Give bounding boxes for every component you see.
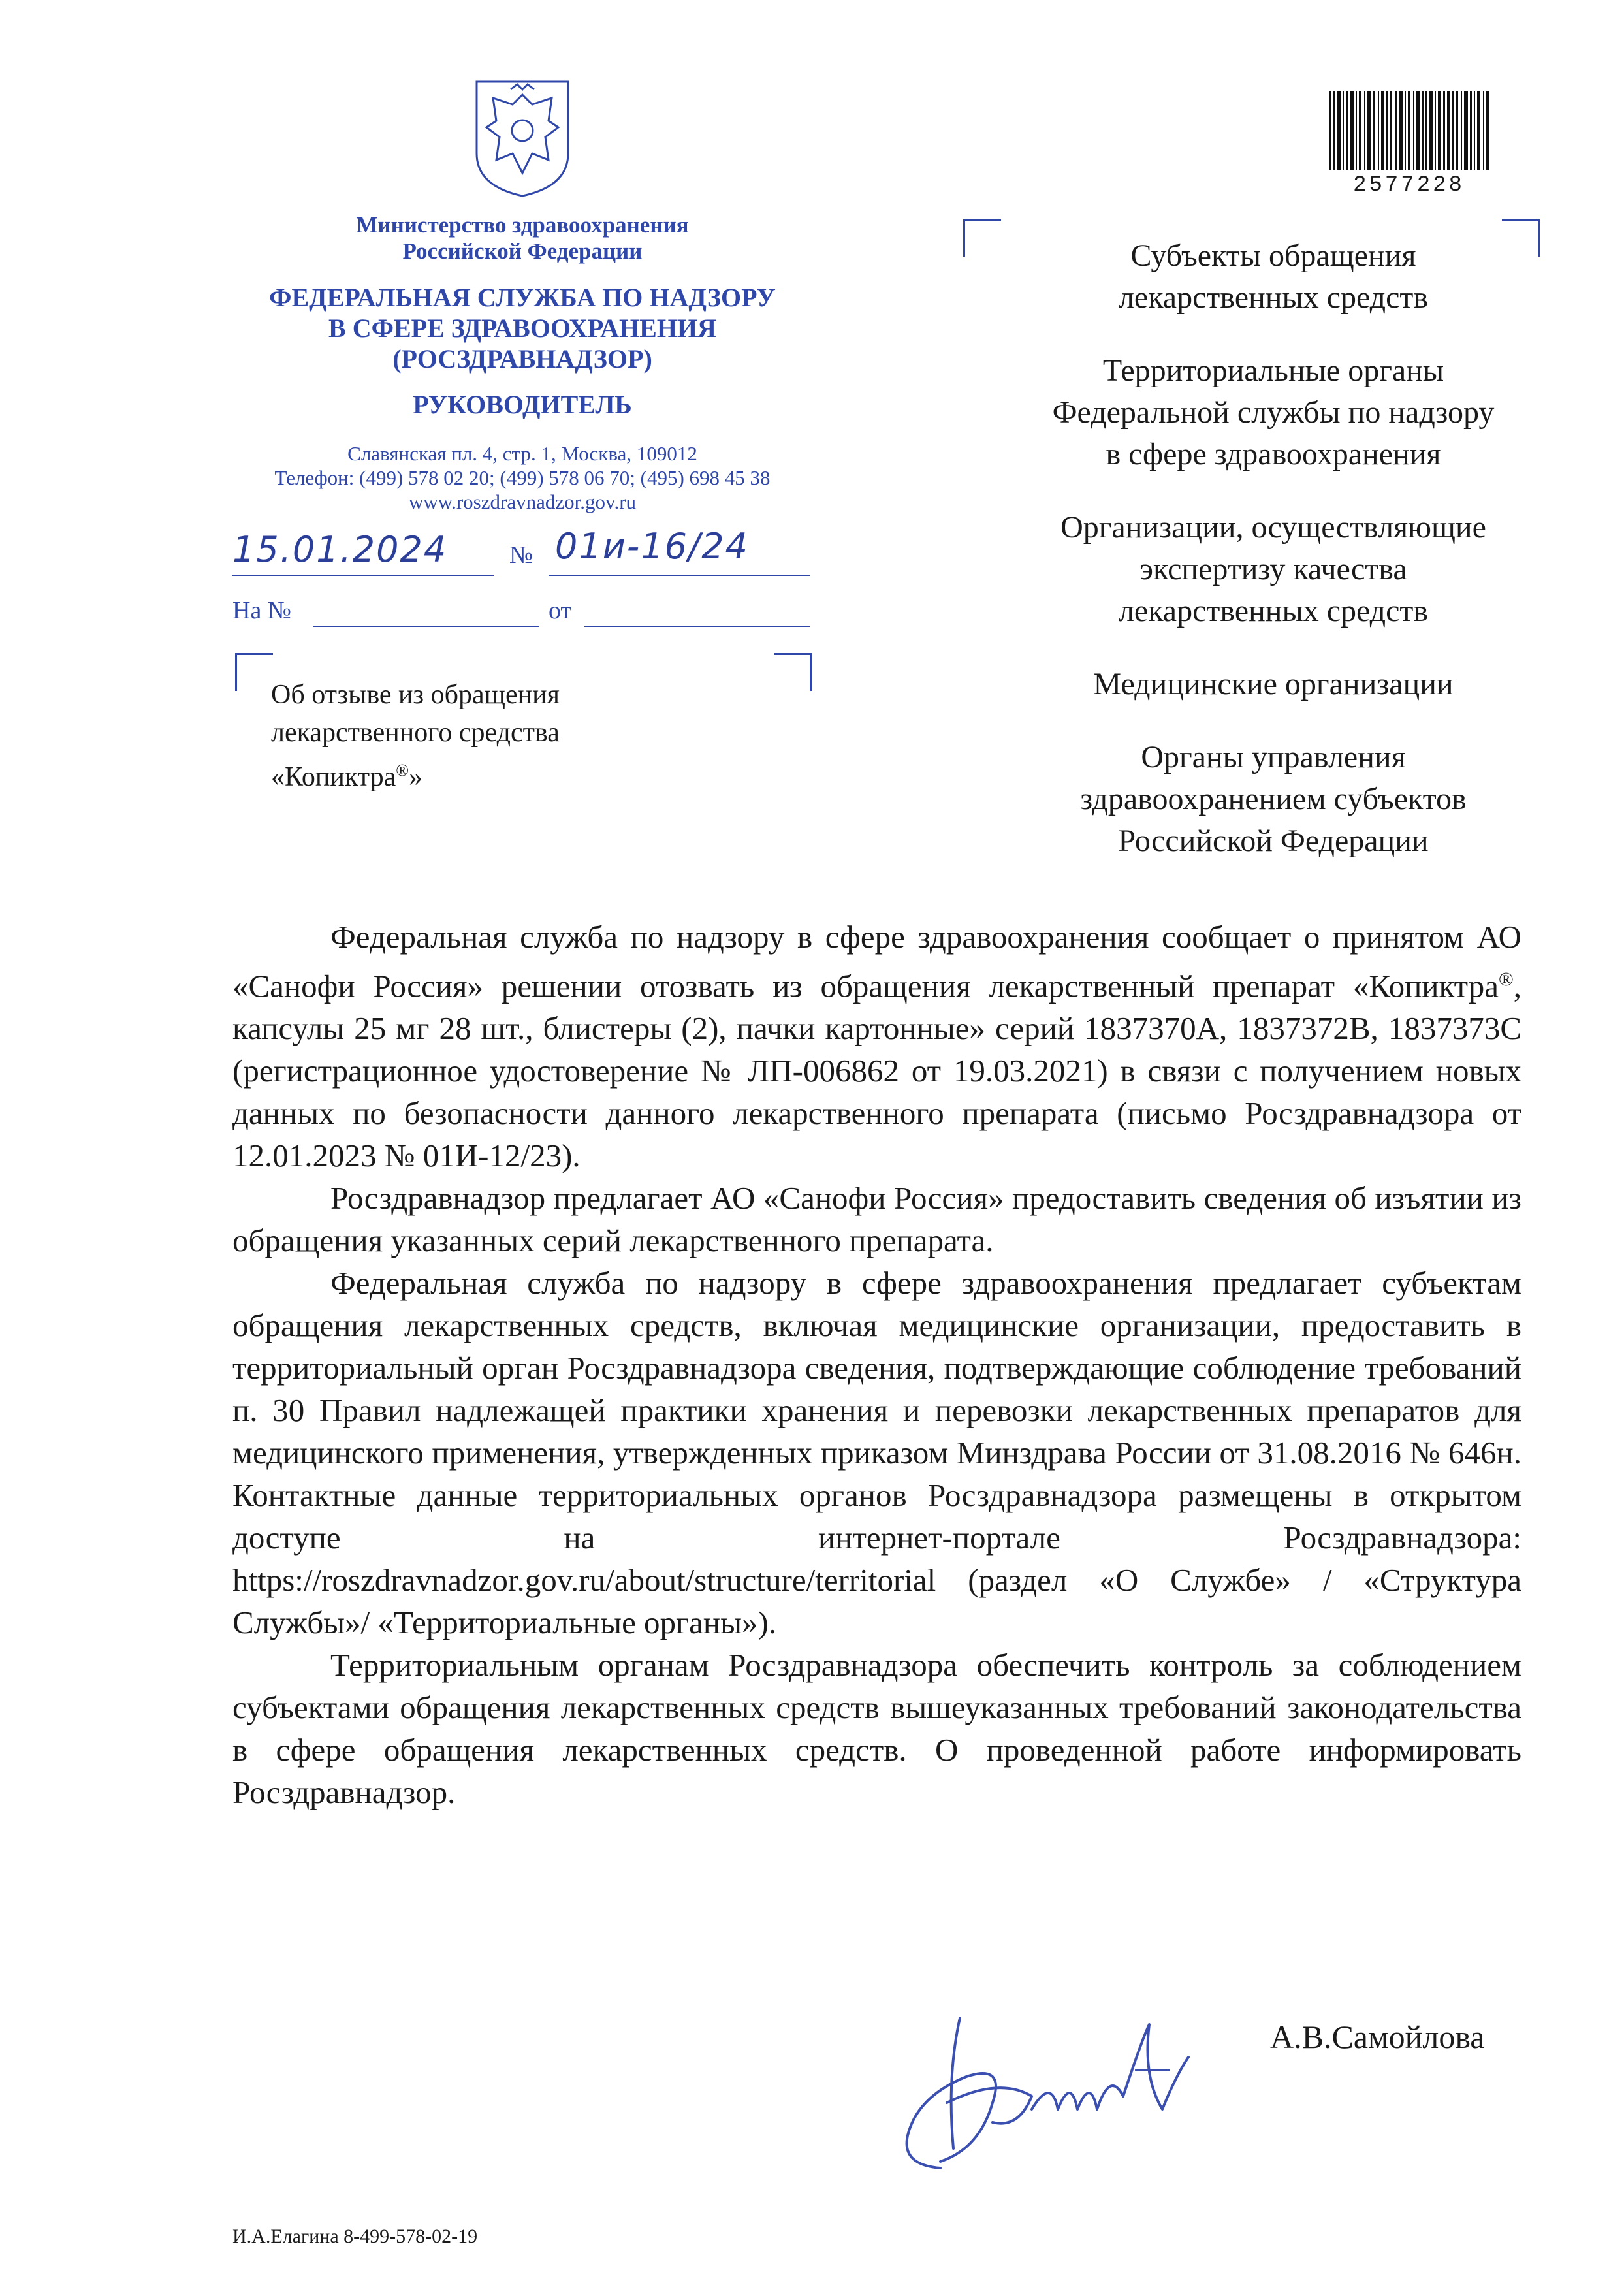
barcode-icon xyxy=(1329,91,1489,176)
executor-contact: И.А.Елагина 8-499-578-02-19 xyxy=(232,2226,478,2247)
letter-body xyxy=(232,916,1521,1813)
signer-name: А.В.Самойлова xyxy=(1270,2019,1485,2055)
head-title: РУКОВОДИТЕЛЬ xyxy=(413,390,632,419)
reply-date-line xyxy=(584,626,810,627)
number-underline xyxy=(549,575,810,576)
service-name xyxy=(196,282,849,374)
paragraph-4: Территориальным органам Росздравнадзора обеспечить контроль за соблюдением субъектами обращения лекарственных средств вышеуказанных требований законодательства в сфере обращения лекарственных средств. О проведенной работе информировать Росздравнадзор. xyxy=(232,1647,1521,1811)
subject-line-2: лекарственного средства xyxy=(271,718,560,748)
paragraph-2: Росздравнадзор предлагает АО «Санофи Россия» предоставить сведения об изъятии из обращения указанных серий лекарственного препарата. xyxy=(232,1180,1521,1259)
registered-mark: ® xyxy=(1498,968,1514,990)
recipient-line: Органы управления xyxy=(1141,740,1406,774)
recipient-line: в сфере здравоохранения xyxy=(1106,437,1441,471)
recipient-line: Субъекты обращения xyxy=(1130,238,1416,273)
recipient-line: Российской Федерации xyxy=(1118,823,1429,858)
paragraph-1 xyxy=(232,916,1521,1177)
service-line-3: (РОСЗДРАВНАДЗОР) xyxy=(392,344,652,374)
recipient-line: Медицинские организации xyxy=(1093,667,1454,701)
service-line-2: В СФЕРЕ ЗДРАВООХРАНЕНИЯ xyxy=(328,313,716,343)
coat-of-arms-icon xyxy=(470,75,575,199)
website: www.roszdravnadzor.gov.ru xyxy=(408,490,637,513)
recipient-group xyxy=(960,737,1587,862)
paragraph-3: Федеральная служба по надзору в сфере здравоохранения предлагает субъектам обращения лекарственных средств, включая медицинские организации, предоставить в территориальный орган Росздравнадзора сведения, подтверждающие соблюдение требований п. 30 Правил надлежащей практики хранения и перевозки лекарственных препаратов для медицинского применения, утвержденных приказом Минздрава России от 31.08.2016 № 646н. Контактные данные территориальных органов Росздравнадзора размещены в открытом доступе на интернет-портале Росздравнадзора: https://roszdravnadzor.gov.ru/about/structure/territorial (раздел «О Службе» / «Структура Службы»/ «Территориальные органы»). xyxy=(232,1265,1521,1641)
ministry-line-2: Российской Федерации xyxy=(402,238,643,264)
registration-number: 01и-16/24 xyxy=(555,526,749,567)
recipient-line: экспертизу качества xyxy=(1139,552,1407,586)
recipients-block xyxy=(960,235,1587,893)
reply-label: На № xyxy=(232,597,292,624)
recipient-group xyxy=(960,350,1587,475)
recipient-line: лекарственных средств xyxy=(1118,280,1429,315)
ministry-name xyxy=(222,212,823,264)
registration-date: 15.01.2024 xyxy=(232,529,448,570)
subject-line-1: Об отзыве из обращения xyxy=(271,680,560,710)
reply-number-line xyxy=(313,626,539,627)
subject-quote: » xyxy=(409,762,423,792)
handwritten-signature xyxy=(862,1998,1228,2181)
date-underline xyxy=(232,575,494,576)
recipient-line: Территориальные органы xyxy=(1102,353,1444,388)
registered-mark: ® xyxy=(396,761,409,780)
phone: Телефон: (499) 578 02 20; (499) 578 06 70; (495) 698 45 38 xyxy=(274,466,771,489)
recipient-group xyxy=(960,663,1587,705)
barcode-number: 2577228 xyxy=(1353,173,1465,198)
address: Славянская пл. 4, стр. 1, Москва, 109012 xyxy=(347,442,697,465)
paragraph-1-part-a: Федеральная служба по надзору в сфере здравоохранения сообщает о принятом АО «Санофи Россия» решении отозвать из обращения лекарственный препарат «Копиктра xyxy=(232,919,1521,1004)
subject-drug: «Копиктра xyxy=(271,762,396,792)
recipient-line: Организации, осуществляющие xyxy=(1060,510,1486,545)
subject-corner-left xyxy=(235,653,273,691)
from-label: от xyxy=(549,597,572,624)
number-label: № xyxy=(509,541,533,569)
recipient-line: Федеральной службы по надзору xyxy=(1052,395,1495,430)
recipient-line: здравоохранением субъектов xyxy=(1080,782,1467,816)
subject-line-3 xyxy=(271,752,806,796)
service-line-1: ФЕДЕРАЛЬНАЯ СЛУЖБА ПО НАДЗОРУ xyxy=(269,283,776,312)
contact-block xyxy=(196,441,849,514)
recipient-line: лекарственных средств xyxy=(1118,594,1429,628)
ministry-line-1: Министерство здравоохранения xyxy=(356,212,689,238)
recipient-group xyxy=(960,507,1587,632)
subject xyxy=(271,676,806,796)
paragraph-1-part-b: , капсулы 25 мг 28 шт., блистеры (2), пачки картонные» серий 1837370А, 1837372В, 1837373С (регистрационное удостоверение № ЛП-006862 от 19.03.2021) в связи с получением новых данных по безопасности данного лекарственного препарата (письмо Росздравнадзора от 12.01.2023 № 01И-12/23). xyxy=(232,968,1521,1174)
recipient-group xyxy=(960,235,1587,319)
